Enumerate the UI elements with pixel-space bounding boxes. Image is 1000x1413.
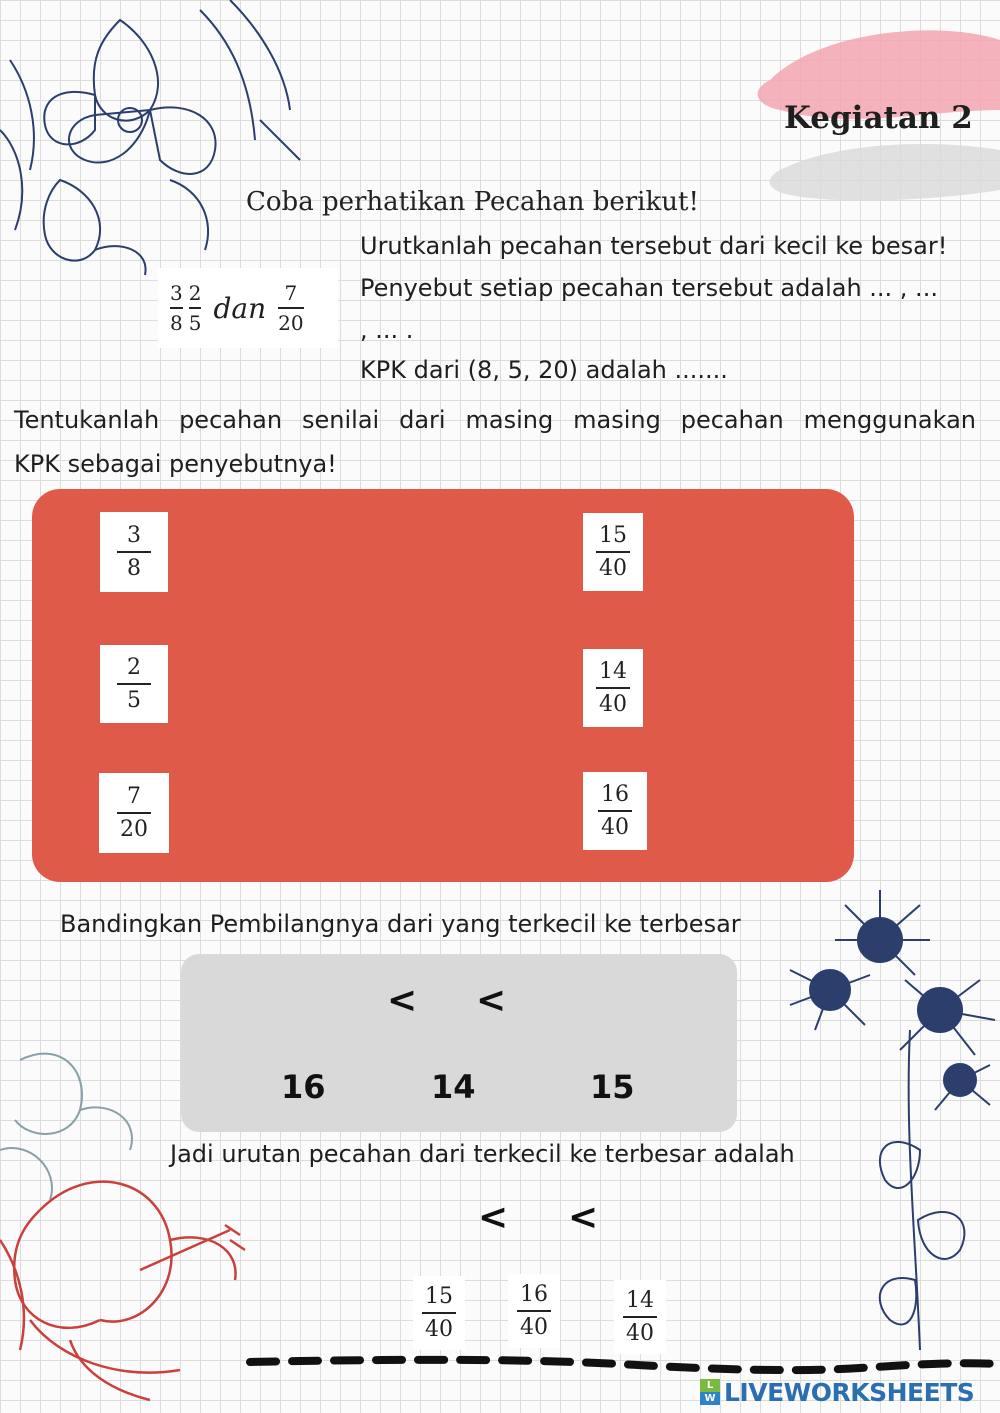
intro-fraction-group <box>158 268 338 348</box>
flower-decoration-top-left <box>0 0 320 300</box>
intro-fraction-2: $\frac{2}{5}$ <box>188 281 202 335</box>
result-fraction-1[interactable]: 15 40 <box>413 1276 465 1350</box>
compare-symbol-2: < <box>476 980 507 1021</box>
flower-decoration-right <box>770 880 1000 1360</box>
compare-symbol-1: < <box>387 980 418 1021</box>
intro-heading: Coba perhatikan Pecahan berikut! <box>246 187 699 217</box>
intro-fraction-1: $\frac{3}{8}$ <box>170 281 183 335</box>
right-fraction-2[interactable]: 14 40 <box>583 649 643 727</box>
compare-number-2[interactable]: 14 <box>431 1068 476 1106</box>
task-line-1: Tentukanlah pecahan senilai dari masing masing pecahan menggunakan <box>14 406 976 434</box>
result-fraction-2[interactable]: 16 40 <box>508 1274 560 1348</box>
left-fraction-1: 3 8 <box>100 512 168 592</box>
compare-number-3[interactable]: 15 <box>590 1068 635 1106</box>
right-fraction-3[interactable]: 16 40 <box>583 772 647 850</box>
result-label: Jadi urutan pecahan dari terkecil ke terbesar adalah <box>170 1140 795 1168</box>
task-line-2: KPK sebagai penyebutnya! <box>14 450 337 478</box>
compare-label: Bandingkan Pembilangnya dari yang terkecil ke terbesar <box>60 910 741 938</box>
page-title: Kegiatan 2 <box>784 100 973 136</box>
intro-fraction-3: $\frac{7}{20}$ <box>278 281 304 335</box>
result-symbol-2: < <box>568 1197 599 1238</box>
result-fraction-3[interactable]: 14 40 <box>614 1280 666 1354</box>
right-fraction-1[interactable]: 15 40 <box>583 513 643 591</box>
flower-decoration-bottom-left <box>0 1040 280 1413</box>
brand-badge: L W <box>700 1379 720 1405</box>
footer-logo <box>700 1378 974 1406</box>
denominator-line-2: , ... . <box>360 316 414 344</box>
connector-text: dan <box>213 291 267 325</box>
left-fraction-3: 7 20 <box>99 773 169 853</box>
brand-text: LIVEWORKSHEETS <box>724 1377 975 1407</box>
result-symbol-1: < <box>478 1197 509 1238</box>
denominator-line-1: Penyebut setiap pecahan tersebut adalah ... , ... <box>360 274 938 302</box>
instruction-text: Urutkanlah pecahan tersebut dari kecil ke besar! <box>360 232 948 260</box>
kpk-line: KPK dari (8, 5, 20) adalah ....... <box>360 356 728 384</box>
left-fraction-2: 2 5 <box>100 645 168 723</box>
compare-number-1[interactable]: 16 <box>281 1068 326 1106</box>
